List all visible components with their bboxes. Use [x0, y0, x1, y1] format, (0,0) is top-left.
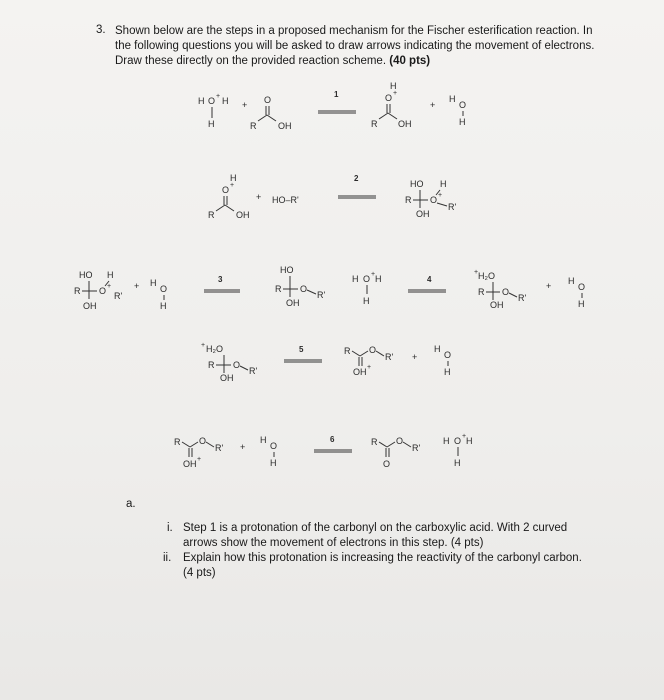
- svg-text:R: R: [208, 210, 215, 220]
- svg-text:O: O: [578, 282, 586, 292]
- svg-text:OH: OH: [183, 459, 197, 469]
- plus-sign: +: [134, 281, 140, 291]
- svg-text:OH: OH: [490, 300, 504, 310]
- svg-text:O: O: [233, 360, 241, 370]
- svg-text:+: +: [230, 182, 235, 189]
- plus-sign: +: [256, 192, 262, 202]
- svg-text:OH: OH: [416, 209, 430, 219]
- step2-protonated-acid: [208, 173, 250, 220]
- svg-text:O: O: [444, 350, 452, 360]
- svg-text:R': R': [412, 443, 421, 453]
- step2-tetrahedral-intermediate: [405, 179, 456, 219]
- svg-text:H: H: [352, 274, 359, 284]
- part-a-i-number: i.: [167, 522, 173, 534]
- svg-text:+: +: [371, 271, 376, 278]
- question-points: (40 pts): [389, 55, 431, 67]
- svg-text:H: H: [107, 270, 114, 280]
- svg-text:+: +: [216, 93, 221, 100]
- step-4-label: 4: [427, 275, 432, 284]
- svg-text:O: O: [454, 436, 462, 446]
- svg-text:H: H: [568, 276, 575, 286]
- svg-text:O: O: [99, 286, 107, 296]
- svg-text:H: H: [260, 435, 267, 445]
- svg-text:R: R: [371, 437, 378, 447]
- svg-text:R': R': [518, 293, 527, 303]
- part-a-label: a.: [126, 498, 136, 510]
- step6-ester-product: [371, 436, 420, 469]
- svg-text:O: O: [396, 436, 404, 446]
- step6-hydronium: [443, 433, 473, 468]
- svg-text:R: R: [74, 286, 81, 296]
- question-number: 3.: [96, 24, 106, 36]
- svg-text:H₂O: H₂O: [206, 344, 223, 354]
- svg-text:H: H: [454, 458, 461, 468]
- plus-sign: +: [242, 100, 248, 110]
- step6-water: [260, 435, 277, 468]
- part-a-ii-number: ii.: [163, 552, 172, 564]
- svg-text:+: +: [438, 192, 443, 199]
- step1-hydronium: [198, 93, 229, 129]
- svg-text:+: +: [197, 456, 202, 463]
- svg-text:O: O: [300, 284, 308, 294]
- svg-text:HO: HO: [280, 265, 294, 275]
- alcohol: HO–R': [272, 195, 299, 205]
- svg-text:H: H: [222, 96, 229, 106]
- svg-text:R': R': [249, 366, 258, 376]
- svg-text:H: H: [459, 117, 466, 127]
- svg-text:O: O: [160, 284, 168, 294]
- svg-text:O: O: [430, 195, 438, 205]
- svg-text:OH: OH: [236, 210, 250, 220]
- svg-text:R: R: [250, 121, 257, 131]
- step3-neutral-intermediate: [275, 265, 325, 308]
- step-2-label: 2: [354, 174, 359, 183]
- svg-text:R: R: [405, 195, 412, 205]
- step6-protonated-ester: [174, 436, 223, 469]
- svg-text:H: H: [363, 296, 370, 306]
- svg-text:H: H: [449, 94, 456, 104]
- svg-text:H: H: [578, 299, 585, 309]
- svg-text:O: O: [383, 459, 391, 469]
- step-5-label: 5: [299, 345, 304, 354]
- plus-sign: +: [430, 100, 436, 110]
- svg-text:+: +: [462, 433, 467, 440]
- svg-text:O: O: [199, 436, 207, 446]
- svg-text:R: R: [344, 346, 351, 356]
- svg-text:R: R: [371, 119, 378, 129]
- svg-text:H: H: [198, 96, 205, 106]
- svg-text:HO: HO: [79, 270, 93, 280]
- svg-text:OH: OH: [398, 119, 412, 129]
- plus-sign: +: [412, 352, 418, 362]
- svg-text:HO: HO: [410, 179, 424, 189]
- svg-text:H: H: [375, 274, 382, 284]
- svg-text:+: +: [107, 283, 112, 290]
- svg-text:H: H: [150, 278, 157, 288]
- svg-text:R': R': [448, 202, 457, 212]
- svg-text:H: H: [443, 436, 450, 446]
- svg-text:H: H: [466, 436, 473, 446]
- svg-text:+: +: [474, 269, 479, 276]
- svg-text:O: O: [502, 287, 510, 297]
- svg-text:O: O: [363, 274, 371, 284]
- svg-text:H: H: [270, 458, 277, 468]
- svg-text:+: +: [201, 342, 206, 349]
- svg-text:H: H: [444, 367, 451, 377]
- svg-text:R: R: [208, 360, 215, 370]
- svg-text:R: R: [275, 284, 282, 294]
- svg-text:O: O: [459, 100, 467, 110]
- svg-text:O: O: [270, 441, 278, 451]
- step5-protonated-hydroxyl: [201, 342, 257, 383]
- svg-text:O: O: [264, 95, 272, 105]
- step4-water: [568, 276, 585, 309]
- part-a-ii-text: Explain how this protonation is increasing the reactivity of the carbonyl carbon. (4 pts): [183, 552, 582, 579]
- part-a-i-text: Step 1 is a protonation of the carbonyl on the carboxylic acid. With 2 curved arrows show the movement of electrons in this step. (4 pts): [183, 522, 568, 549]
- step5-water: [434, 344, 451, 377]
- svg-text:O: O: [208, 96, 216, 106]
- svg-text:OH: OH: [83, 301, 97, 311]
- step3-intermediate: [74, 270, 122, 311]
- svg-text:R': R': [317, 290, 326, 300]
- step1-protonated-acid: [371, 81, 412, 129]
- plus-sign: +: [546, 281, 552, 291]
- svg-text:R': R': [114, 291, 123, 301]
- svg-text:OH: OH: [220, 373, 234, 383]
- svg-text:H: H: [440, 179, 447, 189]
- step-3-label: 3: [218, 275, 223, 284]
- question-body: Shown below are the steps in a proposed mechanism for the Fischer esterification reaction. In the following questions you will be asked to draw arrows indicating the movement of electrons. Draw these directly on the provided reaction scheme.: [115, 25, 595, 67]
- step5-protonated-ester: [344, 345, 393, 377]
- svg-text:OH: OH: [286, 298, 300, 308]
- step4-protonated-hydroxyl: [474, 269, 526, 310]
- step3-water: [150, 278, 167, 311]
- step1-carboxylic-acid: [250, 95, 292, 131]
- svg-text:H: H: [230, 173, 237, 183]
- svg-text:R: R: [478, 287, 485, 297]
- svg-text:O: O: [222, 185, 230, 195]
- svg-text:OH: OH: [353, 367, 367, 377]
- svg-text:OH: OH: [278, 121, 292, 131]
- step-1-label: 1: [334, 90, 339, 99]
- svg-text:+: +: [367, 364, 372, 371]
- svg-text:R': R': [385, 352, 394, 362]
- step-6-label: 6: [330, 435, 335, 444]
- step1-water: [449, 94, 466, 127]
- plus-sign: +: [240, 442, 246, 452]
- svg-text:H: H: [160, 301, 167, 311]
- svg-text:O: O: [369, 345, 377, 355]
- svg-text:H: H: [208, 119, 215, 129]
- svg-text:O: O: [385, 93, 393, 103]
- svg-text:R: R: [174, 437, 181, 447]
- svg-text:H₂O: H₂O: [478, 271, 495, 281]
- step3-hydronium: [352, 271, 382, 306]
- svg-text:H: H: [434, 344, 441, 354]
- svg-text:+: +: [393, 90, 398, 97]
- svg-text:H: H: [390, 81, 397, 91]
- svg-text:R': R': [215, 443, 224, 453]
